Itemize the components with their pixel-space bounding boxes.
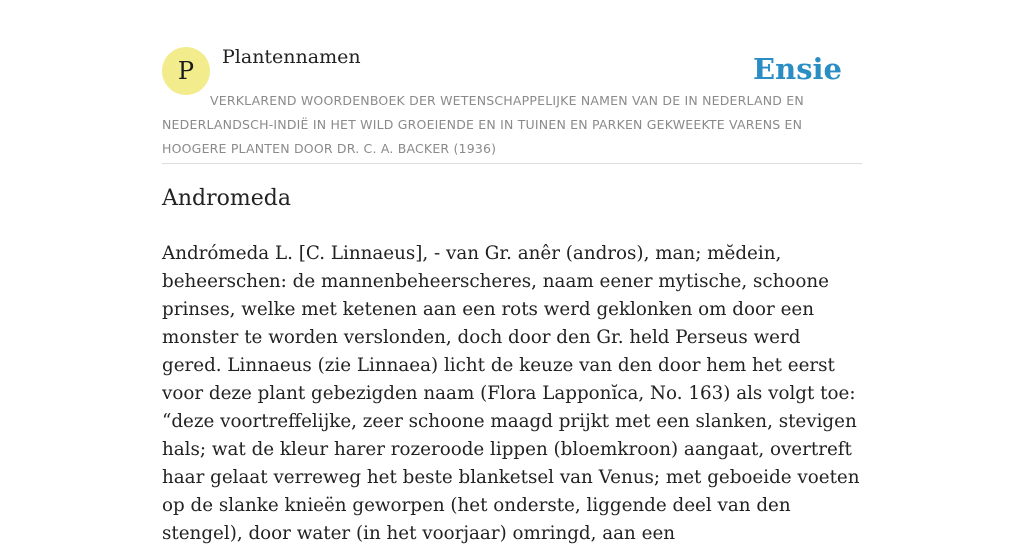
avatar-letter: P <box>177 57 195 85</box>
publication-subtitle: VERKLAREND WOORDENBOEK DER WETENSCHAPPELIJKE NAMEN VAN DE IN NEDERLAND EN NEDERLANDSCH-INDIË IN HET WILD GROEIENDE EN IN TUINEN EN PARKEN GEKWEEKTE VARENS EN HOOGERE PLANTEN DOOR DR. C. A. BACKER (1936) <box>162 93 804 156</box>
header-divider <box>162 163 862 164</box>
publication-avatar[interactable] <box>162 47 210 95</box>
publication-title-link[interactable]: Plantennamen <box>222 46 361 68</box>
entry-title: Andromeda <box>162 186 291 211</box>
brand-logo-link[interactable]: Ensie <box>753 52 842 86</box>
entry-body: Andrómeda L. [C. Linnaeus], - van Gr. anêr (andros), man; mĕdein, beheerschen: de mannenbeheerscheres, naam eener mytische, schoone prinses, welke met ketenen aan een rots werd geklonken om door een monster te worden verslonden, doch door den Gr. held Perseus werd gered. Linnaeus (zie Linnaea) licht de keuze van den door hem het eerst voor deze plant gebezigden naam (Flora Lapponĭca, No. 163) als volgt toe: “deze voortreffelijke, zeer schoone maagd prijkt met een slanken, stevigen hals; wat de kleur harer rozeroode lippen (bloemkroon) aangaat, overtreft haar gelaat verreweg het beste blanketsel van Venus; met geboeide voeten op de slanke knieën geworpen (het onderste, liggende deel van den stengel), door water (in het voorjaar) omringd, aan een <box>162 243 860 544</box>
